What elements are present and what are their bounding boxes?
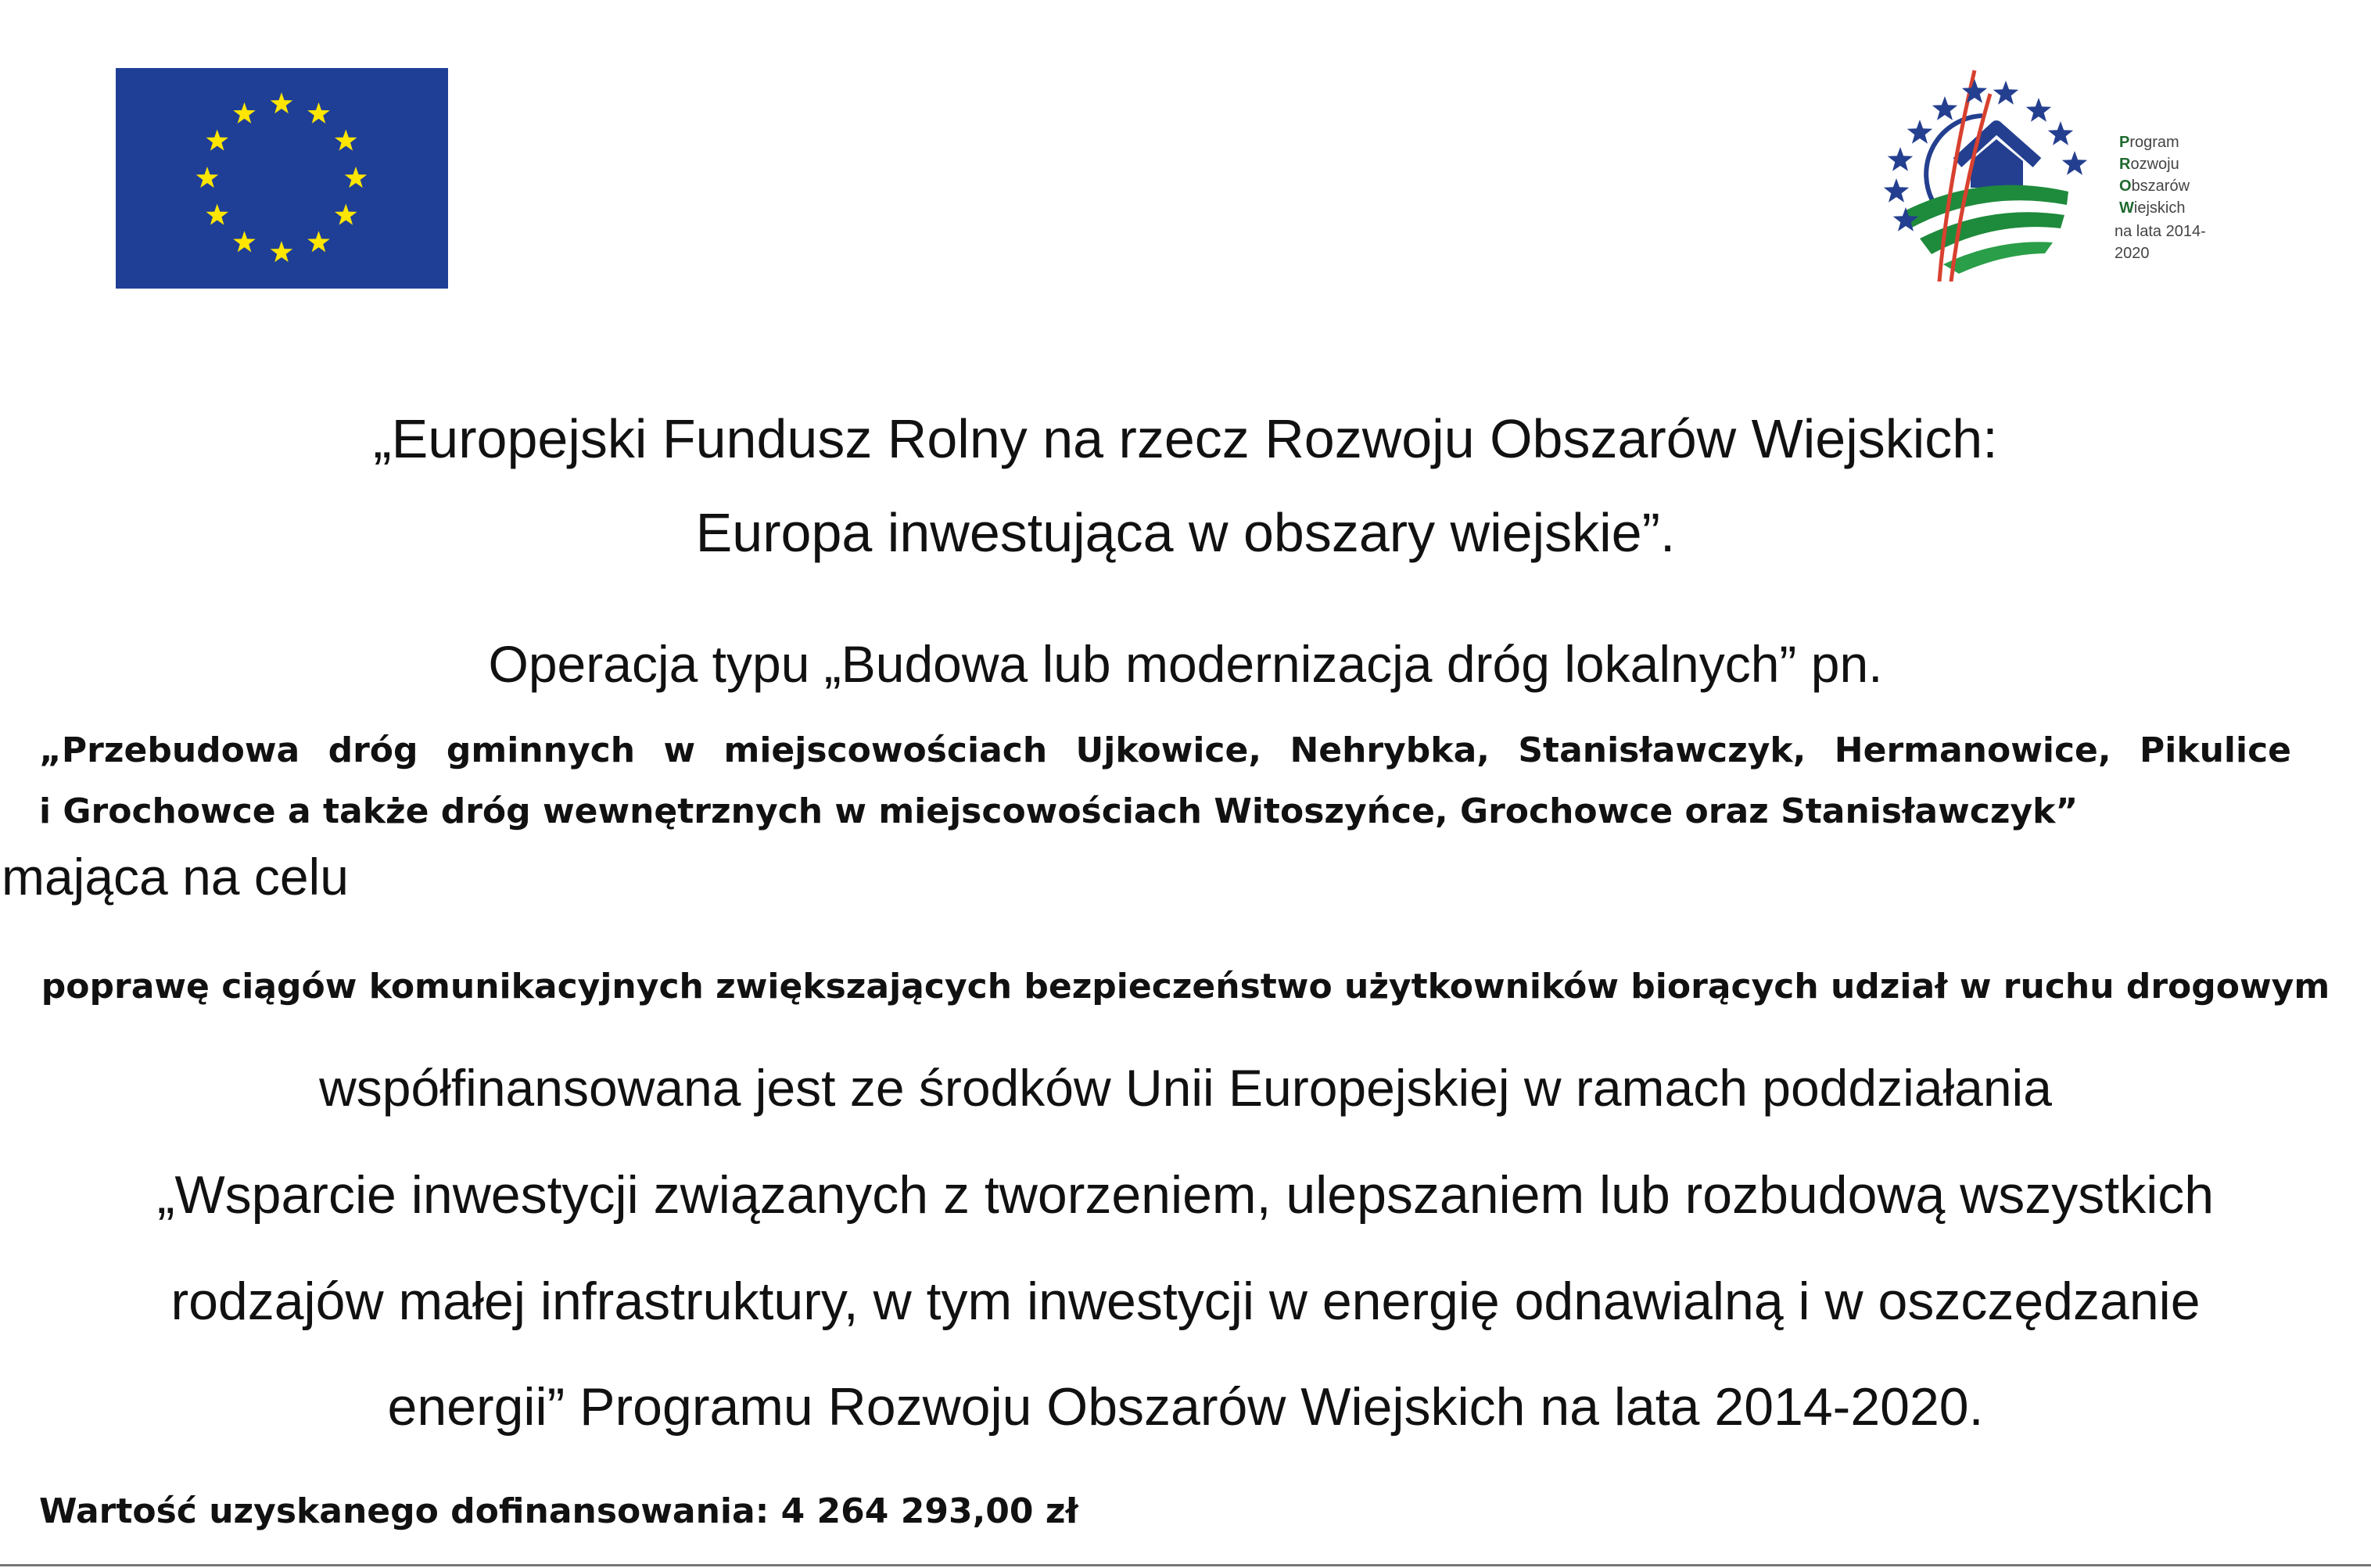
project-name-line-1: „Przebudowa dróg gminnych w miejscowościach Ujkowice, Nehrybka, Stanisławczyk, Hermanowice, Pikulice — [39, 730, 2291, 770]
prow-text-line: Wiejskich — [2119, 199, 2186, 217]
operation-type: Operacja typu „Budowa lub modernizacja dróg lokalnych” pn. — [488, 635, 1883, 693]
title-line-1: „Europejski Fundusz Rolny na rzecz Rozwoju Obszarów Wiejskich: — [373, 408, 1998, 469]
prow-text-line: Program — [2119, 134, 2179, 151]
funding-value: Wartość uzyskanego dofinansowania: 4 264 293,00 zł — [39, 1491, 1078, 1531]
aim-text: poprawę ciągów komunikacyjnych zwiększających bezpieczeństwo użytkowników biorących udział w ruchu drogowym — [41, 967, 2330, 1006]
prow-star-icon — [1907, 120, 1932, 144]
eu-stars — [116, 68, 448, 289]
title-line-2: Europa inwestująca w obszary wiejskie”. — [695, 502, 1676, 563]
prow-star-icon — [2026, 98, 2051, 122]
prow-star-icon — [2048, 121, 2073, 145]
prow-field-3 — [1943, 242, 2053, 274]
prow-wordmark — [2115, 131, 2225, 264]
prow-star-icon — [2062, 151, 2087, 175]
prow-logo — [1865, 55, 2225, 282]
prow-logo-icon — [1865, 55, 2092, 282]
measure-line-1: „Wsparcie inwestycji związanych z tworzeniem, ulepszaniem lub rozbudową wszystkich — [156, 1165, 2215, 1225]
prow-star-icon — [1993, 81, 2018, 105]
prow-star-icon — [1884, 178, 1909, 203]
prow-text-line: Obszarów — [2119, 178, 2190, 195]
measure-line-3: energii” Programu Rozwoju Obszarów Wiejskich na lata 2014-2020. — [387, 1377, 1984, 1437]
measure-line-2: rodzajów małej infrastruktury, w tym inwestycji w energię odnawialną i w oszczędzanie — [170, 1272, 2201, 1331]
prow-star-icon — [1932, 96, 1957, 120]
project-name-line-2: i Grochowce a także dróg wewnętrznych w miejscowościach Witoszyńce, Grochowce oraz Stanisławczyk” — [39, 791, 2079, 831]
prow-star-icon — [1888, 147, 1913, 171]
cofinance-text: współfinansowana jest ze środków Unii Europejskiej w ramach poddziałania — [319, 1059, 2052, 1117]
prow-years: na lata 2014-2020 — [2115, 223, 2206, 262]
prow-text-line: Rozwoju — [2119, 156, 2179, 173]
bottom-divider — [0, 1564, 2371, 1566]
eu-flag-icon — [116, 68, 448, 289]
aim-intro: mająca na celu — [2, 848, 349, 906]
prow-star-icon — [1962, 79, 1987, 103]
